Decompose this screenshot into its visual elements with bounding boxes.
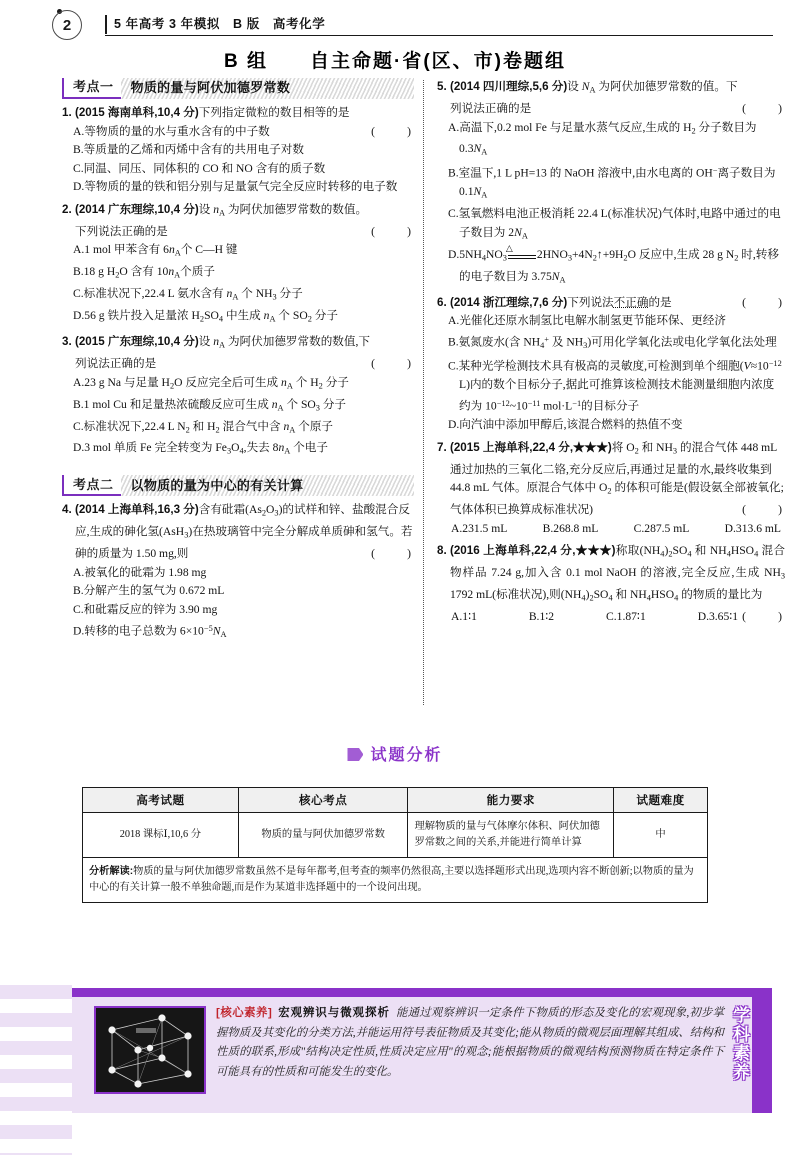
- analysis-table: [82, 787, 708, 903]
- question-1-number: 1.: [62, 106, 72, 119]
- analysis-note-row: [83, 858, 708, 903]
- literacy-top-bar: [72, 988, 772, 997]
- question-8-stem: 8. (2016 上海单科,22,4 分,★★★)称取$(NH_4)_2SO_4$ 和 $NH_4HSO_4$ 混合物样品 7.24 g,加入含 0.1 mol NaOH 的溶液,完全反应,生成 $NH_3$ 1792 mL(标准状况),则$(NH_4)_2SO_4$ 和 $NH_4HSO_4$ 的物质的量比为 ( ): [437, 542, 785, 608]
- crystal-lattice-svg: [96, 1008, 204, 1092]
- question-1-text: 下列指定微粒的数目相等的是: [198, 106, 350, 119]
- question-8-option-d: D.3.65∶1: [697, 610, 739, 624]
- question-8-number: 8.: [437, 544, 447, 558]
- question-4-option-b: B.分解产生的氢气为 0.672 mL: [73, 584, 225, 598]
- literacy-vertical-label: 学科素养: [730, 1006, 749, 1082]
- question-6-option-d: D.向汽油中添加甲醇后,该混合燃料的热值不变: [448, 418, 683, 432]
- cell-ability: 理解物质的量与气体摩尔体积、阿伏加德罗常数之间的关系,并能进行简单计算: [408, 813, 614, 858]
- question-8-option-a: A.1∶1: [451, 610, 477, 624]
- question-1-answer-blank: ( ): [371, 124, 414, 138]
- question-4: [62, 501, 414, 644]
- right-column: [437, 78, 785, 627]
- question-8-answer-blank: ( ): [742, 610, 785, 624]
- question-7-answer-blank: ( ): [742, 503, 785, 517]
- analysis-note-text: 物质的量与阿伏加德罗常数虽然不是每年都考,但考查的频率仍然很高,主要以选择题形式出现,选项内容不断创新;以物质的量为中心的有关计算一般不单独命题,而是作为某道非选择题中的一个设问出现。: [89, 866, 694, 893]
- section-title-2: 以物质的量为中心的有关计算: [121, 475, 414, 496]
- cell-difficulty: 中: [614, 813, 708, 858]
- question-1-source: (2015 海南单科,10,4 分): [75, 106, 199, 119]
- question-7-options-inline: [437, 520, 785, 539]
- question-1-option-a: A.等物质的量的水与重水含有的中子数: [73, 124, 270, 138]
- left-column: [62, 78, 414, 644]
- section-header-1: [62, 78, 414, 99]
- question-3: [62, 333, 414, 461]
- question-8-source: (2016 上海单科,22,4 分,★★★): [450, 544, 616, 558]
- question-4-option-d: D.转移的电子总数为 $6\times 10^{-5}N_A$: [73, 623, 227, 639]
- question-6-option-b: B.氨氮废水(含 $NH_4^+$ 及 $NH_3$)可用化学氧化法或电化学氧化法处理: [448, 334, 777, 350]
- question-2-option-b: B.18 g $H_2O$ 含有 $10n_A$个质子: [73, 265, 215, 280]
- question-5-answer-blank: ( ): [742, 101, 785, 115]
- question-3-number: 3.: [62, 335, 72, 349]
- column-header-point: 核心考点: [238, 788, 408, 813]
- column-header-ability: 能力要求: [408, 788, 614, 813]
- page-number: 2: [52, 10, 82, 40]
- question-7-option-c: C.287.5 mL: [633, 521, 690, 535]
- question-7-option-b: B.268.8 mL: [542, 521, 599, 535]
- question-6-stem: 6. (2014 浙江理综,7,6 分)下列说法不正确的是 ( ): [437, 294, 785, 313]
- question-4-source: (2014 上海单科,16,3 分): [75, 503, 199, 517]
- column-header-exam: 高考试题: [83, 788, 239, 813]
- question-5: [437, 78, 785, 290]
- analysis-table-wrapper: [82, 787, 708, 903]
- question-7: [437, 439, 785, 539]
- question-2-number: 2.: [62, 202, 72, 216]
- question-2-option-c: C.标准状况下,22.4 L 氨水含有 $n_A$ 个 $NH_3$ 分子: [73, 287, 303, 302]
- question-1-option-d: D.等物质的量的铁和铝分别与足量氯气完全反应时转移的电子数: [73, 180, 398, 194]
- question-4-number: 4.: [62, 503, 72, 517]
- question-8-options-inline: [437, 608, 742, 627]
- analysis-note-cell: [83, 858, 708, 903]
- column-divider: [423, 80, 424, 705]
- question-3-option-a: A.23 g Na 与足量 $H_2O$ 反应完全后可生成 $n_A$ 个 $H_2$ 分子: [73, 375, 349, 391]
- question-5-option-c: C.氢氧燃料电池正极消耗 22.4 L(标准状况)气体时,电路中通过的电子数目为 $2N_A$: [448, 207, 781, 241]
- question-5-option-d: $D.5NH_4NO_3$ △ $2HNO_3+4N_2↑+9H_2O$ 反应中,生成 28 g $N_2$ 时,转移的电子数目为 $3.75N_A$: [448, 243, 779, 285]
- cell-exam: 2018 课标Ⅰ,10,6 分: [83, 813, 239, 858]
- question-3-answer-blank: ( ): [371, 357, 414, 371]
- heating-reaction-arrow: △: [508, 248, 536, 262]
- question-3-option-c: C.标准状况下,22.4 L $N_2$ 和 $H_2$ 混合气中含 $n_A$ 个原子: [73, 419, 334, 434]
- question-2: [62, 201, 414, 329]
- column-header-difficulty: 试题难度: [614, 788, 708, 813]
- decorative-stripes: [0, 985, 72, 1155]
- literacy-body: 能通过观察辨识一定条件下物质的形态及变化的宏观现象,初步掌握物质及其变化的分类方法,并能运用符号表征物质及其变化;能从物质的微观层面理解其组成、结构和性质的联系,形成"结构决定性质,性质决定应用"的观念;能根据物质的微观结构预测物质在特定条件下可能具有的性质和可能发生的变化。: [216, 1007, 724, 1078]
- question-7-option-d: D.313.6 mL: [724, 521, 781, 535]
- literacy-text: [216, 1004, 724, 1082]
- question-3-option-b: B.1 mol Cu 和足量热浓硫酸反应可生成 $n_A$ 个 $SO_3$ 分子: [73, 397, 347, 412]
- question-3-source: (2015 广东理综,10,4 分): [75, 335, 199, 349]
- question-6-answer-blank: ( ): [742, 295, 785, 309]
- book-title: 5 年高考 3 年模拟 B 版 高考化学: [114, 17, 326, 31]
- table-header-row: [83, 788, 708, 813]
- question-4-answer-blank: ( ): [371, 547, 414, 561]
- question-2-stem: 2. (2014 广东理综,10,4 分)设 $n_A$ 为阿伏加德罗常数的数值。 下列说法正确的是 ( ): [62, 201, 414, 242]
- question-4-option-c: C.和砒霜反应的锌为 3.90 mg: [73, 603, 218, 616]
- question-7-source: (2015 上海单科,22,4 分,★★★): [450, 440, 612, 454]
- analysis-note-label: 分析解读:: [89, 866, 134, 877]
- question-6: [437, 294, 785, 435]
- section-title-1: 物质的量与阿伏加德罗常数: [121, 78, 414, 99]
- question-2-option-a: A.1 mol 甲苯含有 $6n_A$个 C—H 键: [73, 243, 238, 258]
- question-8: [437, 542, 785, 626]
- group-title: B 组 自主命题·省(区、市)卷题组: [224, 51, 566, 72]
- question-8-option-c: C.1.87∶1: [606, 610, 646, 624]
- page-header: [0, 8, 790, 44]
- literacy-right-bar: [752, 988, 772, 1113]
- question-3-option-d: D.3 mol 单质 Fe 完全转变为 $Fe_3O_4$,失去 $8n_A$ 个电子: [73, 441, 328, 456]
- flag-icon: [347, 748, 363, 761]
- literacy-tag: [核心素养]: [216, 1007, 273, 1019]
- question-5-option-a: A.高温下,0.2 mol Fe 与足量水蒸气反应,生成的 $H_2$ 分子数目为 $0.3N_A$: [448, 120, 757, 157]
- section-tag-2: 考点二: [62, 475, 121, 496]
- question-3-stem: 3. (2015 广东理综,10,4 分)设 $n_A$ 为阿伏加德罗常数的数值,下 列说法正确的是 ( ): [62, 333, 414, 374]
- question-7-number: 7.: [437, 440, 447, 454]
- question-5-option-b: B.室温下,1 L pH=13 的 NaOH 溶液中,由水电离的 OH−离子数目为 $0.1N_A$: [448, 166, 776, 200]
- question-8-option-b: B.1∶2: [528, 610, 555, 624]
- question-1-option-b: B.等质量的乙烯和丙烯中含有的共用电子对数: [73, 143, 304, 157]
- question-1: [62, 104, 414, 197]
- question-5-stem: 5. (2014 四川理综,5,6 分)设 $N_A$ 为阿伏加德罗常数的值。下 列说法正确的是 ( ): [437, 78, 785, 119]
- table-row: [83, 813, 708, 858]
- question-5-number: 5.: [437, 80, 447, 93]
- question-6-option-c: C.某种光学检测技术具有极高的灵敏度,可检测到单个细胞($V\approx 10^{-12}$ L)内的数个目标分子,据此可推算该检测技术能测量细胞内浓度约为 $10^{-12}\sim 10^{-11}$ $mol\cdot L^{-1}$的目标分子: [448, 359, 782, 413]
- question-6-option-a: A.光催化还原水制氢比电解水制氢更节能环保、更经济: [448, 314, 726, 328]
- literacy-subject: 宏观辨识与微观探析: [278, 1007, 390, 1019]
- cell-point: 物质的量与阿伏加德罗常数: [238, 813, 408, 858]
- question-6-number: 6.: [437, 295, 447, 309]
- analysis-heading: [0, 742, 790, 765]
- section-tag-1: 考点一: [62, 78, 121, 99]
- question-4-stem: 4. (2014 上海单科,16,3 分)含有砒霜$(As_2O_3)$的试样和锌、盐酸混合反应,生成的砷化氢(AsH$_3$)在热玻璃管中完全分解成单质砷和氢气。若砷的质量为 1.50 mg,则 ( ): [62, 501, 414, 563]
- question-2-source: (2014 广东理综,10,4 分): [75, 202, 199, 216]
- question-1-option-c: C.同温、同压、同体积的 CO 和 NO 含有的质子数: [73, 161, 326, 175]
- question-4-option-a: A.被氧化的砒霜为 1.98 mg: [73, 565, 207, 579]
- section-header-2: [62, 475, 414, 496]
- question-7-stem: 7. (2015 上海单科,22,4 分,★★★)将 $O_2$ 和 $NH_3$ 的混合气体 448 mL 通过加热的三氧化二铬,充分反应后,再通过足量的水,最终收集到 44.8 mL 气体。原混合气体中 $O_2$ 的体积可能是(假设氨全部被氧化;气体体积已换算成标准状况) ( ): [437, 439, 785, 520]
- analysis-heading-label: 试题分析: [370, 747, 443, 764]
- question-2-option-d: D.56 g 铁片投入足量浓 $H_2SO_4$ 中生成 $n_A$ 个 $SO_2$ 分子: [73, 309, 338, 324]
- crystal-lattice-image: [94, 1006, 206, 1094]
- question-2-answer-blank: ( ): [371, 224, 414, 238]
- question-6-source: (2014 浙江理综,7,6 分): [450, 295, 568, 309]
- question-5-source: (2014 四川理综,5,6 分): [450, 80, 568, 93]
- question-7-option-a: A.231.5 mL: [451, 521, 508, 535]
